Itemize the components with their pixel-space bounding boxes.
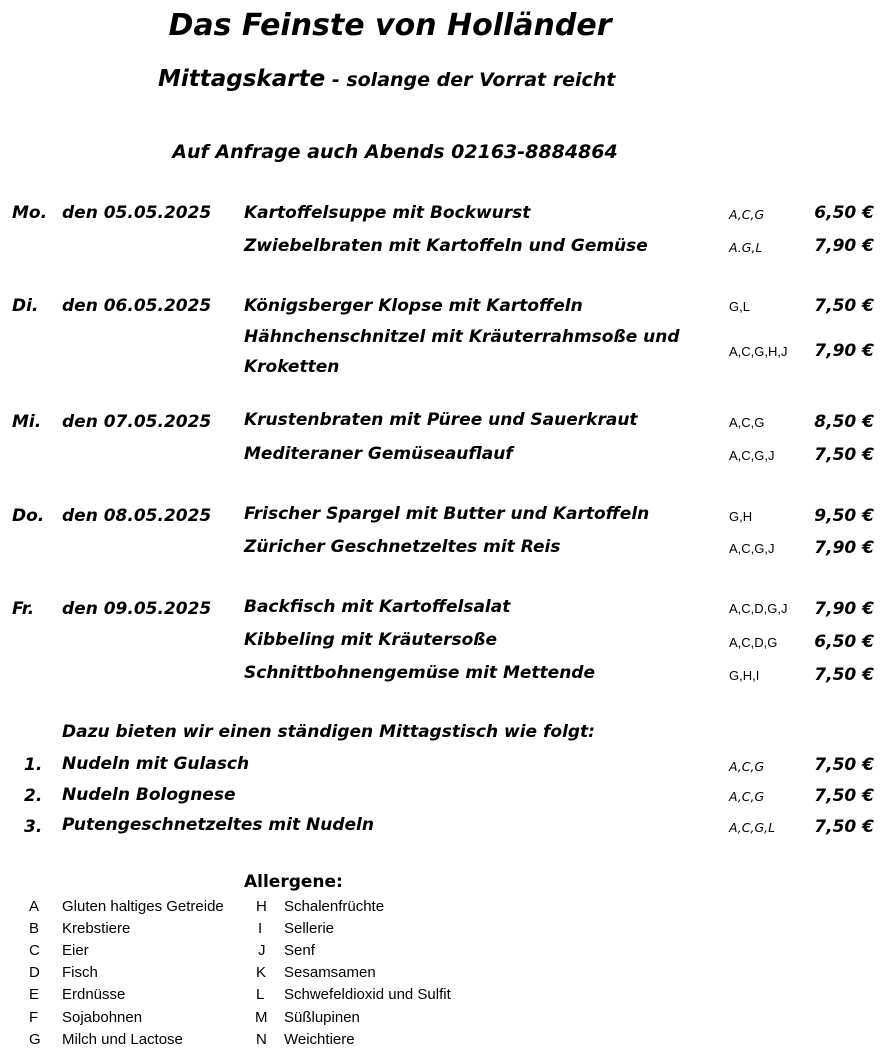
dish-price: 6,50 €	[814, 203, 874, 223]
allergen-label: Erdnüsse	[62, 986, 126, 1003]
allergen-label: Schalenfrüchte	[284, 898, 385, 915]
day-date: den 05.05.2025	[62, 203, 212, 223]
allergen-key: E	[29, 986, 40, 1003]
dish-allergens: A,C,D,G	[729, 635, 778, 650]
standing-dish-name: Putengeschnetzeltes mit Nudeln	[62, 815, 374, 835]
standing-allergens: A,C,G	[729, 759, 765, 774]
menu-name: Mittagskarte	[158, 66, 326, 92]
dish-allergens: A,C,D,G,J	[729, 601, 788, 616]
standing-price: 7,50 €	[814, 817, 874, 837]
dish-allergens: G,H,I	[729, 668, 760, 683]
dish-allergens: A,C,G,J	[729, 448, 775, 463]
dish-name: Hähnchenschnitzel mit Kräuterrahmsoße und Kroketten	[244, 327, 680, 377]
day-label: Mo.	[12, 203, 48, 223]
page-title: Das Feinste von Holländer	[168, 8, 612, 43]
menu-availability-note: - solange der Vorrat reicht	[325, 69, 616, 91]
allergen-label: Fisch	[62, 964, 98, 981]
allergen-label: Weichtiere	[284, 1031, 355, 1048]
allergen-label: Milch und Lactose	[62, 1031, 183, 1048]
dish-allergens: A,C,G,J	[729, 541, 775, 556]
allergen-key: K	[256, 964, 267, 981]
dish-allergens: A.G,L	[729, 240, 763, 255]
allergen-key: C	[29, 942, 40, 959]
day-label: Fr.	[12, 599, 35, 619]
standing-dish-name: Nudeln Bolognese	[62, 785, 236, 805]
dish-name: Backfisch mit Kartoffelsalat	[244, 597, 511, 617]
dish-price: 7,90 €	[814, 236, 874, 256]
standing-allergens: A,C,G	[729, 789, 765, 804]
dish-name: Königsberger Klopse mit Kartoffeln	[244, 296, 583, 316]
allergen-key: H	[256, 898, 267, 915]
dish-price: 8,50 €	[814, 412, 874, 432]
allergen-label: Krebstiere	[62, 920, 131, 937]
dish-name: Mediteraner Gemüseauflauf	[244, 444, 513, 464]
dish-price: 7,90 €	[814, 599, 874, 619]
day-label: Di.	[12, 296, 39, 316]
dish-allergens: G,H	[729, 509, 753, 524]
day-label: Do.	[12, 506, 45, 526]
standing-price: 7,50 €	[814, 786, 874, 806]
day-date: den 06.05.2025	[62, 296, 212, 316]
standing-number: 2.	[24, 786, 43, 806]
dish-allergens: A,C,G	[729, 207, 765, 222]
allergen-label: Süßlupinen	[284, 1009, 360, 1026]
allergen-key: D	[29, 964, 40, 981]
allergen-legend-title	[244, 872, 343, 892]
dish-price: 7,90 €	[814, 538, 874, 558]
day-date: den 09.05.2025	[62, 599, 212, 619]
allergen-key: J	[258, 942, 266, 959]
allergen-key: G	[29, 1031, 41, 1048]
allergen-label: Eier	[62, 942, 89, 959]
standing-price: 7,50 €	[814, 755, 874, 775]
allergen-label: Sojabohnen	[62, 1009, 143, 1026]
dish-name: Kartoffelsuppe mit Bockwurst	[244, 203, 531, 223]
day-date: den 08.05.2025	[62, 506, 212, 526]
allergen-label: Schwefeldioxid und Sulfit	[284, 986, 451, 1003]
dish-price: 7,50 €	[814, 665, 874, 685]
day-label: Mi.	[12, 412, 42, 432]
allergen-key: F	[29, 1009, 39, 1026]
allergen-key: A	[29, 898, 40, 915]
dish-name: Zwiebelbraten mit Kartoffeln und Gemüse	[244, 236, 648, 256]
dish-allergens: A,C,G	[729, 415, 765, 430]
dish-name: Kibbeling mit Kräutersoße	[244, 630, 498, 650]
allergen-label: Gluten haltiges Getreide	[62, 898, 224, 915]
allergen-label: Sellerie	[284, 920, 335, 937]
menu-subtitle	[158, 66, 615, 92]
dish-allergens: A,C,G,H,J	[729, 344, 788, 359]
standing-intro: Dazu bieten wir einen ständigen Mittagstisch wie folgt:	[62, 722, 595, 742]
allergen-legend-heading: Allergene:	[244, 872, 343, 892]
allergen-key: L	[256, 986, 265, 1003]
dish-allergens: G,L	[729, 299, 750, 314]
dish-name: Frischer Spargel mit Butter und Kartoffeln	[244, 504, 650, 524]
standing-number: 3.	[24, 817, 43, 837]
allergen-key: N	[256, 1031, 267, 1048]
allergen-label: Sesamsamen	[284, 964, 376, 981]
dish-price: 6,50 €	[814, 632, 874, 652]
day-date: den 07.05.2025	[62, 412, 212, 432]
dish-name: Krustenbraten mit Püree und Sauerkraut	[244, 410, 638, 430]
standing-number: 1.	[24, 755, 43, 775]
allergen-key: I	[258, 920, 263, 937]
allergen-key: B	[29, 920, 40, 937]
dish-name: Züricher Geschnetzeltes mit Reis	[244, 537, 561, 557]
standing-allergens: A,C,G,L	[729, 820, 776, 835]
dish-price: 7,90 €	[814, 341, 874, 361]
standing-dish-name: Nudeln mit Gulasch	[62, 754, 250, 774]
dish-price: 7,50 €	[814, 296, 874, 316]
allergen-key: M	[255, 1009, 268, 1026]
dish-price: 7,50 €	[814, 445, 874, 465]
contact-line: Auf Anfrage auch Abends 02163-8884864	[172, 141, 618, 163]
allergen-label: Senf	[284, 942, 315, 959]
dish-name: Schnittbohnengemüse mit Mettende	[244, 663, 595, 683]
dish-price: 9,50 €	[814, 506, 874, 526]
